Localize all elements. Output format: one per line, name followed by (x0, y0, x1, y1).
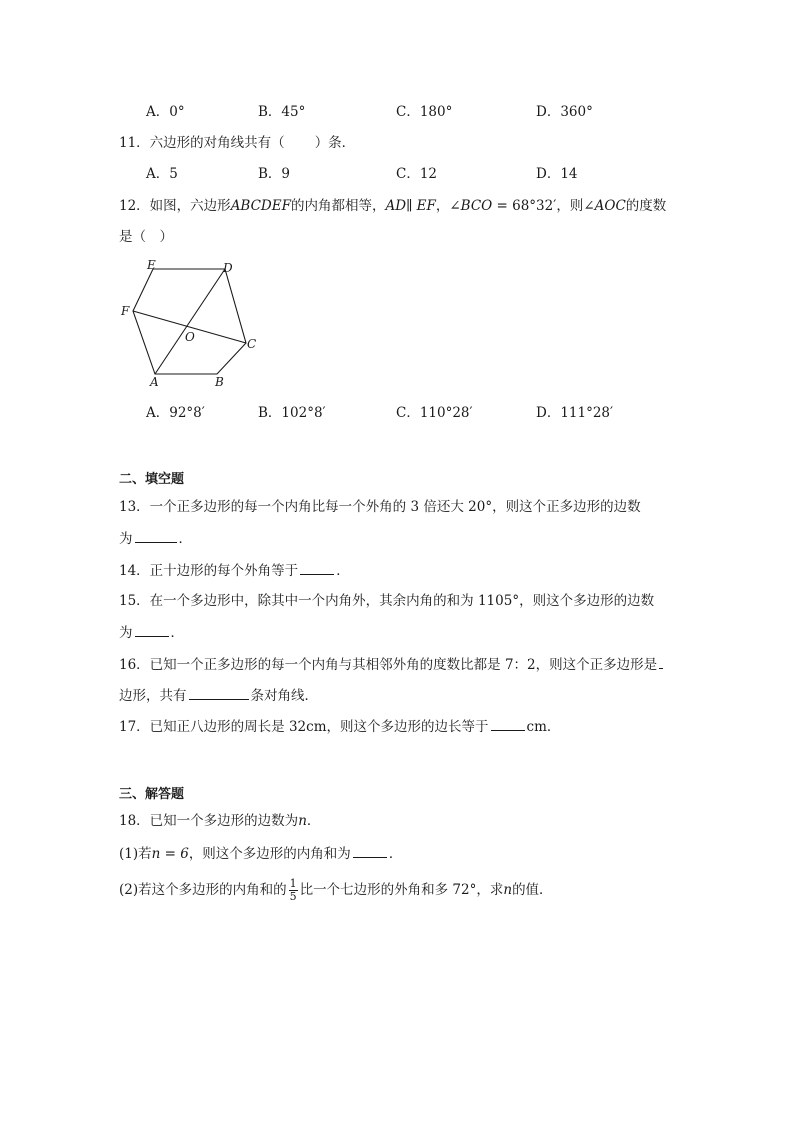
q14-stem: 14．正十边形的每个外角等于 ． (119, 560, 350, 581)
diagonal-ad (155, 269, 225, 374)
q11-option-a[interactable]: A．5 (146, 166, 178, 182)
label-c: C (247, 337, 257, 351)
q17-stem: 17．已知正八边形的周长是 32cm，则这个多边形的边长等于 cm． (119, 716, 560, 737)
q10-option-d[interactable]: D．360° (536, 104, 593, 120)
q18-part1: (1)若n = 6，则这个多边形的内角和为 ． (119, 843, 402, 864)
q10-option-c[interactable]: C．180° (396, 104, 453, 120)
label-d: D (223, 261, 233, 275)
q15-stem-line2: 为 ． (119, 622, 184, 643)
q12-option-c[interactable]: C．110°28′ (396, 405, 473, 421)
q12-option-b[interactable]: B．102°8′ (258, 405, 326, 421)
q12-options (146, 403, 746, 423)
q17-blank[interactable] (491, 716, 525, 731)
hexagon-figure (115, 255, 265, 395)
q15-stem: 15．在一个多边形中，除其中一个内角外，其余内角的和为 1105°，则这个多边形的边数 (119, 593, 655, 609)
q18-stem: 18．已知一个多边形的边数为n． (119, 813, 321, 829)
label-a: A (150, 375, 159, 389)
q16-blank-2[interactable] (189, 685, 249, 700)
q15-blank[interactable] (135, 622, 169, 637)
label-o: O (185, 330, 195, 344)
section-fill-in-title: 二、填空题 (119, 472, 185, 487)
q14-blank[interactable] (300, 560, 334, 575)
q11-option-c[interactable]: C．12 (396, 166, 438, 182)
q16-stem-line2: 边形，共有 条对角线． (119, 685, 318, 706)
label-f: F (121, 304, 130, 318)
section-answer-title: 三、解答题 (119, 787, 185, 802)
q18-part2: (2)若这个多边形的内角和的 $\frac{1}{5}$ 比一个七边形的外角和多 72°，求n的值． (119, 877, 553, 903)
q11-stem: 11．六边形的对角线共有（ ）条． (119, 135, 356, 151)
q11-option-d[interactable]: D．14 (536, 166, 578, 182)
q11-option-b[interactable]: B．9 (258, 166, 291, 182)
q10-option-b[interactable]: B．45° (258, 104, 306, 120)
fraction-one-fifth: $\frac{1}{5}$ (289, 877, 297, 903)
q18-part1-blank[interactable] (353, 843, 387, 858)
q16-stem: 16．已知一个正多边形的每一个内角与其相邻外角的度数比都是 7：2，则这个正多边形是 (119, 654, 665, 675)
q13-stem-line2: 为 ． (119, 528, 192, 549)
label-e: E (147, 258, 156, 272)
label-b: B (215, 375, 224, 389)
q11-options (146, 164, 746, 184)
q10-options (146, 102, 746, 122)
q10-option-a[interactable]: A．0° (146, 104, 185, 120)
q12-option-a[interactable]: A．92°8′ (146, 405, 205, 421)
q13-blank[interactable] (135, 528, 177, 543)
q16-blank-1[interactable] (659, 654, 663, 669)
q13-stem: 13．一个正多边形的每一个内角比每一个外角的 3 倍还大 20°，则这个正多边形的边数 (119, 499, 641, 515)
q12-option-d[interactable]: D．111°28′ (536, 405, 614, 421)
q12-stem: 12．如图，六边形ABCDEF的内角都相等，AD∥ EF，∠BCO = 68°32′，则∠AOC的度数 (119, 198, 667, 214)
q12-stem-line2: 是（ ） (119, 229, 173, 245)
